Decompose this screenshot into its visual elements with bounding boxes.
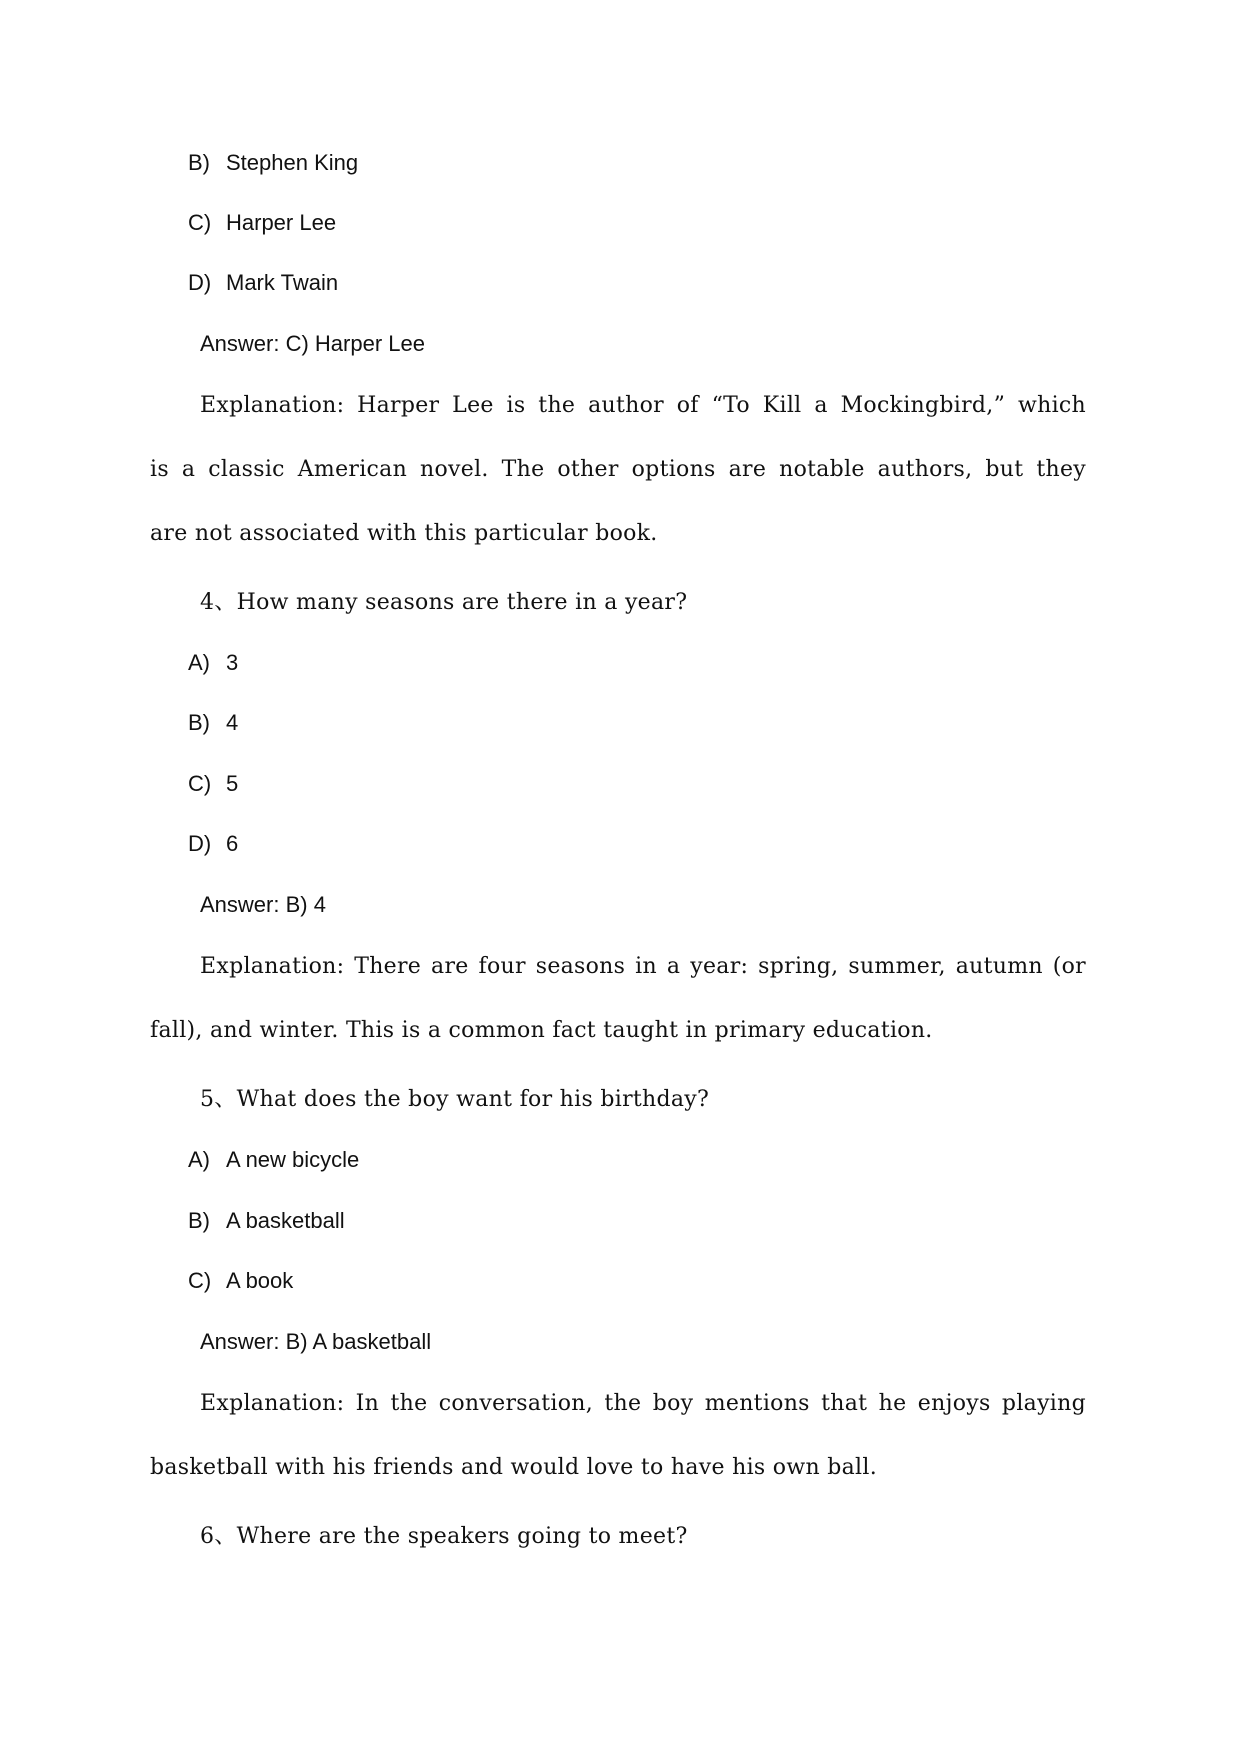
option-text: 6 bbox=[226, 831, 239, 856]
option-letter: C) bbox=[188, 210, 212, 235]
q5-explanation-line-2: basketball with his friends and would love to have his own ball. bbox=[150, 1455, 877, 1480]
option-letter: B) bbox=[188, 1208, 210, 1233]
q5-question: 5、What does the boy want for his birthday? bbox=[200, 1087, 710, 1112]
q5-option-b bbox=[188, 1208, 345, 1234]
q4-question: 4、How many seasons are there in a year? bbox=[200, 590, 688, 615]
q3-answer: Answer: C) Harper Lee bbox=[200, 331, 425, 356]
option-letter: B) bbox=[188, 150, 210, 175]
q3-option-c bbox=[188, 210, 336, 236]
option-letter: C) bbox=[188, 1268, 212, 1293]
q6-question: 6、Where are the speakers going to meet? bbox=[200, 1524, 688, 1549]
q5-option-c bbox=[188, 1268, 293, 1294]
option-text: 5 bbox=[226, 771, 239, 796]
q3-explanation-line-3: are not associated with this particular book. bbox=[150, 521, 658, 546]
option-letter: B) bbox=[188, 710, 210, 735]
option-text: 3 bbox=[226, 650, 239, 675]
option-text: 4 bbox=[226, 710, 239, 735]
option-text: Mark Twain bbox=[226, 270, 339, 295]
q4-option-d bbox=[188, 831, 238, 857]
option-text: Stephen King bbox=[226, 150, 359, 175]
q4-option-c bbox=[188, 771, 238, 797]
option-letter: D) bbox=[188, 831, 212, 856]
q3-option-d bbox=[188, 270, 338, 296]
q3-explanation-line-1: Explanation: Harper Lee is the author of “To Kill a Mockingbird,” which bbox=[200, 393, 1086, 418]
q3-option-b bbox=[188, 150, 358, 176]
option-text: A new bicycle bbox=[226, 1147, 360, 1172]
option-letter: A) bbox=[188, 650, 210, 675]
option-text: Harper Lee bbox=[226, 210, 337, 235]
q4-answer: Answer: B) 4 bbox=[200, 892, 326, 917]
q4-explanation-line-1: Explanation: There are four seasons in a year: spring, summer, autumn (or bbox=[200, 954, 1086, 979]
q4-explanation-line-2: fall), and winter. This is a common fact taught in primary education. bbox=[150, 1018, 933, 1043]
option-letter: A) bbox=[188, 1147, 210, 1172]
option-text: A book bbox=[226, 1268, 294, 1293]
q3-explanation-line-2: is a classic American novel. The other options are notable authors, but they bbox=[150, 457, 1086, 482]
q5-option-a bbox=[188, 1147, 359, 1173]
q5-answer: Answer: B) A basketball bbox=[200, 1329, 432, 1354]
option-text: A basketball bbox=[226, 1208, 345, 1233]
q4-option-b bbox=[188, 710, 238, 736]
q5-explanation-line-1: Explanation: In the conversation, the boy mentions that he enjoys playing bbox=[200, 1391, 1086, 1416]
option-letter: D) bbox=[188, 270, 212, 295]
q4-option-a bbox=[188, 650, 238, 676]
option-letter: C) bbox=[188, 771, 212, 796]
